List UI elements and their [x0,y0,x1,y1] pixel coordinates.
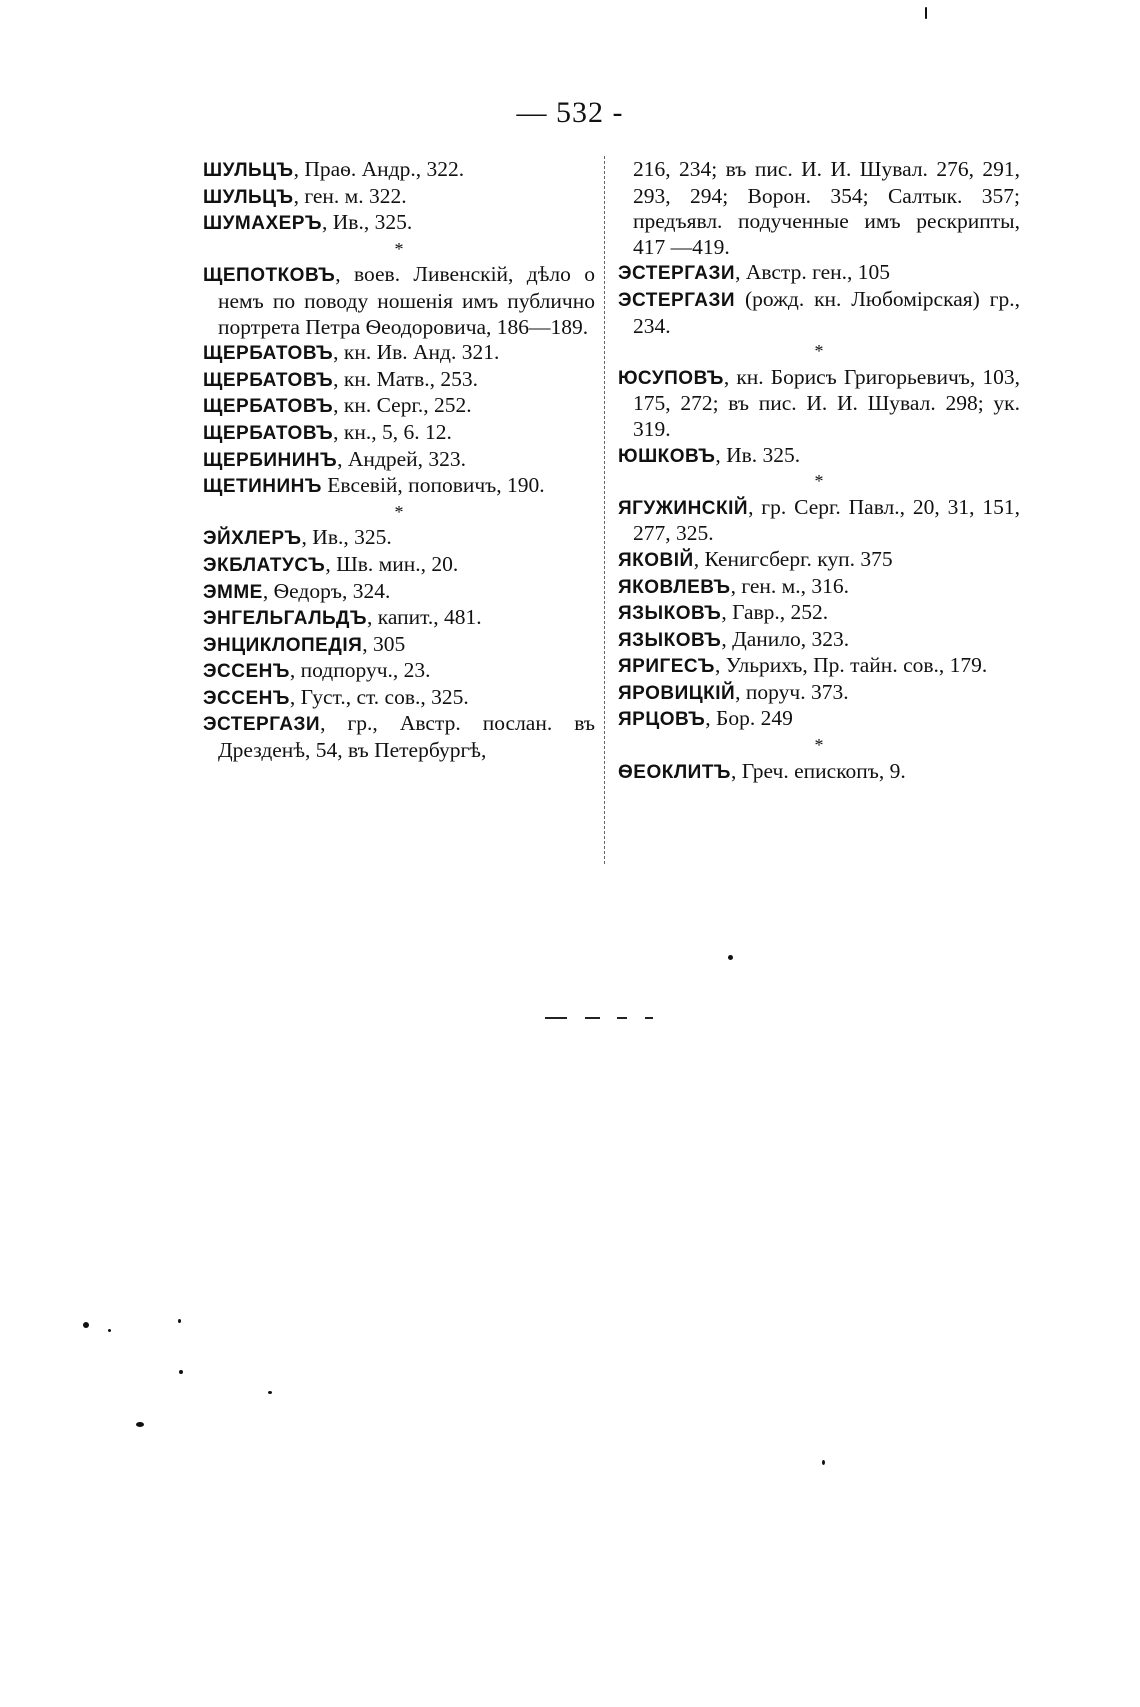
index-entry [203,711,595,763]
section-separator: * [394,501,404,522]
entry-name: ЩЕРБАТОВЪ [203,422,334,444]
index-entry [203,262,595,340]
entry-details: Евсевій, поповичъ, 190. [321,473,545,498]
scan-speck [136,1422,144,1427]
entry-name: ЭЙХЛЕРЪ [203,528,302,550]
section-separator: * [814,735,824,756]
entry-details: , Ив., 325. [301,525,392,550]
entry-details: , Австр. ген., 105 [735,260,891,285]
index-column-right [618,157,1020,785]
entry-details: , Ив. 325. [715,442,801,467]
index-entry [203,393,595,420]
entry-name: ЩЕПОТКОВЪ [203,265,336,287]
entry-name: ЭНГЕЛЬГАЛЬДЪ [203,608,367,630]
index-entry [203,579,595,606]
entry-name: ЯРОВИЦКІЙ [618,682,736,704]
index-entry [203,210,595,237]
entry-details: , кн. Серг., 252. [333,393,472,418]
index-entry [203,367,595,394]
index-entry-continuation [618,157,1020,260]
index-entry [618,547,1020,574]
index-entry [618,759,1020,786]
entry-details: , ген. м. 322. [293,183,407,208]
entry-name: ЭСТЕРГАЗИ [203,714,321,736]
index-entry [618,627,1020,654]
entry-name: ЮШКОВЪ [618,445,716,467]
index-entry [618,365,1020,443]
entry-name: ЭСТЕРГАЗИ [618,289,736,311]
index-entry [618,653,1020,680]
section-separator: * [814,341,824,362]
entry-details: , подпоруч., 23. [289,658,431,683]
entry-name: ЭССЕНЪ [203,661,290,683]
index-entry [618,287,1020,339]
index-entry [618,706,1020,733]
index-entry [203,632,595,659]
index-entry [618,260,1020,287]
scan-speck [728,955,733,960]
index-entry [203,525,595,552]
entry-details: , кн., 5, 6. 12. [333,419,452,444]
column-divider [604,156,605,864]
index-entry [203,473,595,500]
entry-details: 216, 234; въ пис. И. И. Шувал. 276, 291, 293, 294; Ворон. 354; Салтык. 357; предъявл. подученные имъ рескрипты, 417 —419. [633,157,1020,259]
entry-details: , воев. Ливенскій, дѣло о немъ по поводу ношенія имъ публично портрета Петра Ѳеодоровича, 186—189. [218,262,595,339]
index-entry [203,184,595,211]
entry-name: ЭНЦИКЛОПЕДІЯ [203,634,363,656]
entry-details: , Кенигсберг. куп. 375 [693,546,893,571]
entry-details: , Ив., 325. [322,210,413,235]
index-entry [203,552,595,579]
page-number: — 532 - [516,96,624,129]
entry-name: ЯРЦОВЪ [618,709,706,731]
entry-name: ЭММЕ [203,581,263,603]
entry-details: , Ѳедоръ, 324. [262,578,391,603]
index-column-left [203,157,595,764]
scan-speck [83,1322,89,1328]
index-entry [203,447,595,474]
section-separator: * [394,238,404,259]
entry-name: ЯРИГЕСЪ [618,656,715,678]
index-entry [618,600,1020,627]
entry-details: , Ульрихъ, Пр. тайн. сов., 179. [714,653,988,678]
index-entry [203,658,595,685]
entry-name: ЮСУПОВЪ [618,367,724,389]
entry-name: ЯЗЫКОВЪ [618,603,722,625]
entry-details: , Густ., ст. сов., 325. [289,684,469,709]
index-entry [618,680,1020,707]
entry-details: , Шв. мин., 20. [325,551,459,576]
entry-details: , Андрей, 323. [337,446,467,471]
scan-speck [822,1460,825,1465]
section-separator: * [814,471,824,492]
entry-name: ЩЕРБАТОВЪ [203,343,334,365]
entry-name: ЯКОВІЙ [618,549,694,571]
entry-name: ШУЛЬЦЪ [203,186,294,208]
entry-details: , 305 [362,631,406,656]
entry-details: , Данило, 323. [721,626,850,651]
entry-name: ЭКБЛАТУСЪ [203,554,326,576]
entry-details: , гр. Серг. Павл., 20, 31, 151, 277, 325. [633,494,1020,546]
index-entry [203,685,595,712]
entry-name: ѲЕОКЛИТЪ [618,761,731,783]
entry-name: ШУМАХЕРЪ [203,213,323,235]
index-entry [618,495,1020,547]
entry-details: , Гавр., 252. [721,600,829,625]
entry-name: ЯЗЫКОВЪ [618,629,722,651]
entry-name: ЯГУЖИНСКІЙ [618,497,749,519]
entry-details: , капит., 481. [367,605,482,630]
scan-speck [179,1370,183,1374]
scan-speck [178,1319,181,1323]
entry-details: , кн. Ив. Анд. 321. [333,340,500,365]
entry-details: , кн. Матв., 253. [333,366,478,391]
entry-name: ЩЕТИНИНЪ [203,476,322,498]
index-entry [203,605,595,632]
entry-details: , кн. Борисъ Григорьевичъ, 103, 175, 272; въ пис. И. И. Шувал. 298; ук. 319. [633,364,1020,441]
entry-details: , поруч. 373. [735,679,849,704]
scan-speck [925,7,927,19]
index-entry [618,443,1020,470]
index-entry [203,157,595,184]
entry-details: (рожд. кн. Любомірская) гр., 234. [633,286,1020,338]
scan-speck [268,1391,272,1394]
index-entry [203,420,595,447]
index-entry [618,574,1020,601]
entry-details: , гр., Австр. послан. въ Дрезденѣ, 54, въ Петербургѣ, [218,711,595,763]
entry-name: ЯКОВЛЕВЪ [618,576,731,598]
scan-speck [108,1329,111,1332]
entry-details: , Бор. 249 [705,706,793,731]
entry-details: , ген. м., 316. [730,573,850,598]
entry-name: ЩЕРБИНИНЪ [203,449,338,471]
entry-details: , Праѳ. Андр., 322. [293,157,465,181]
entry-name: ЭСТЕРГАЗИ [618,263,736,285]
end-rule [545,1016,675,1020]
entry-details: , Греч. епископъ, 9. [730,758,906,783]
index-entry [203,340,595,367]
entry-name: ЩЕРБАТОВЪ [203,369,334,391]
entry-name: ШУЛЬЦЪ [203,160,294,181]
entry-name: ЩЕРБАТОВЪ [203,396,334,418]
entry-name: ЭССЕНЪ [203,687,290,709]
